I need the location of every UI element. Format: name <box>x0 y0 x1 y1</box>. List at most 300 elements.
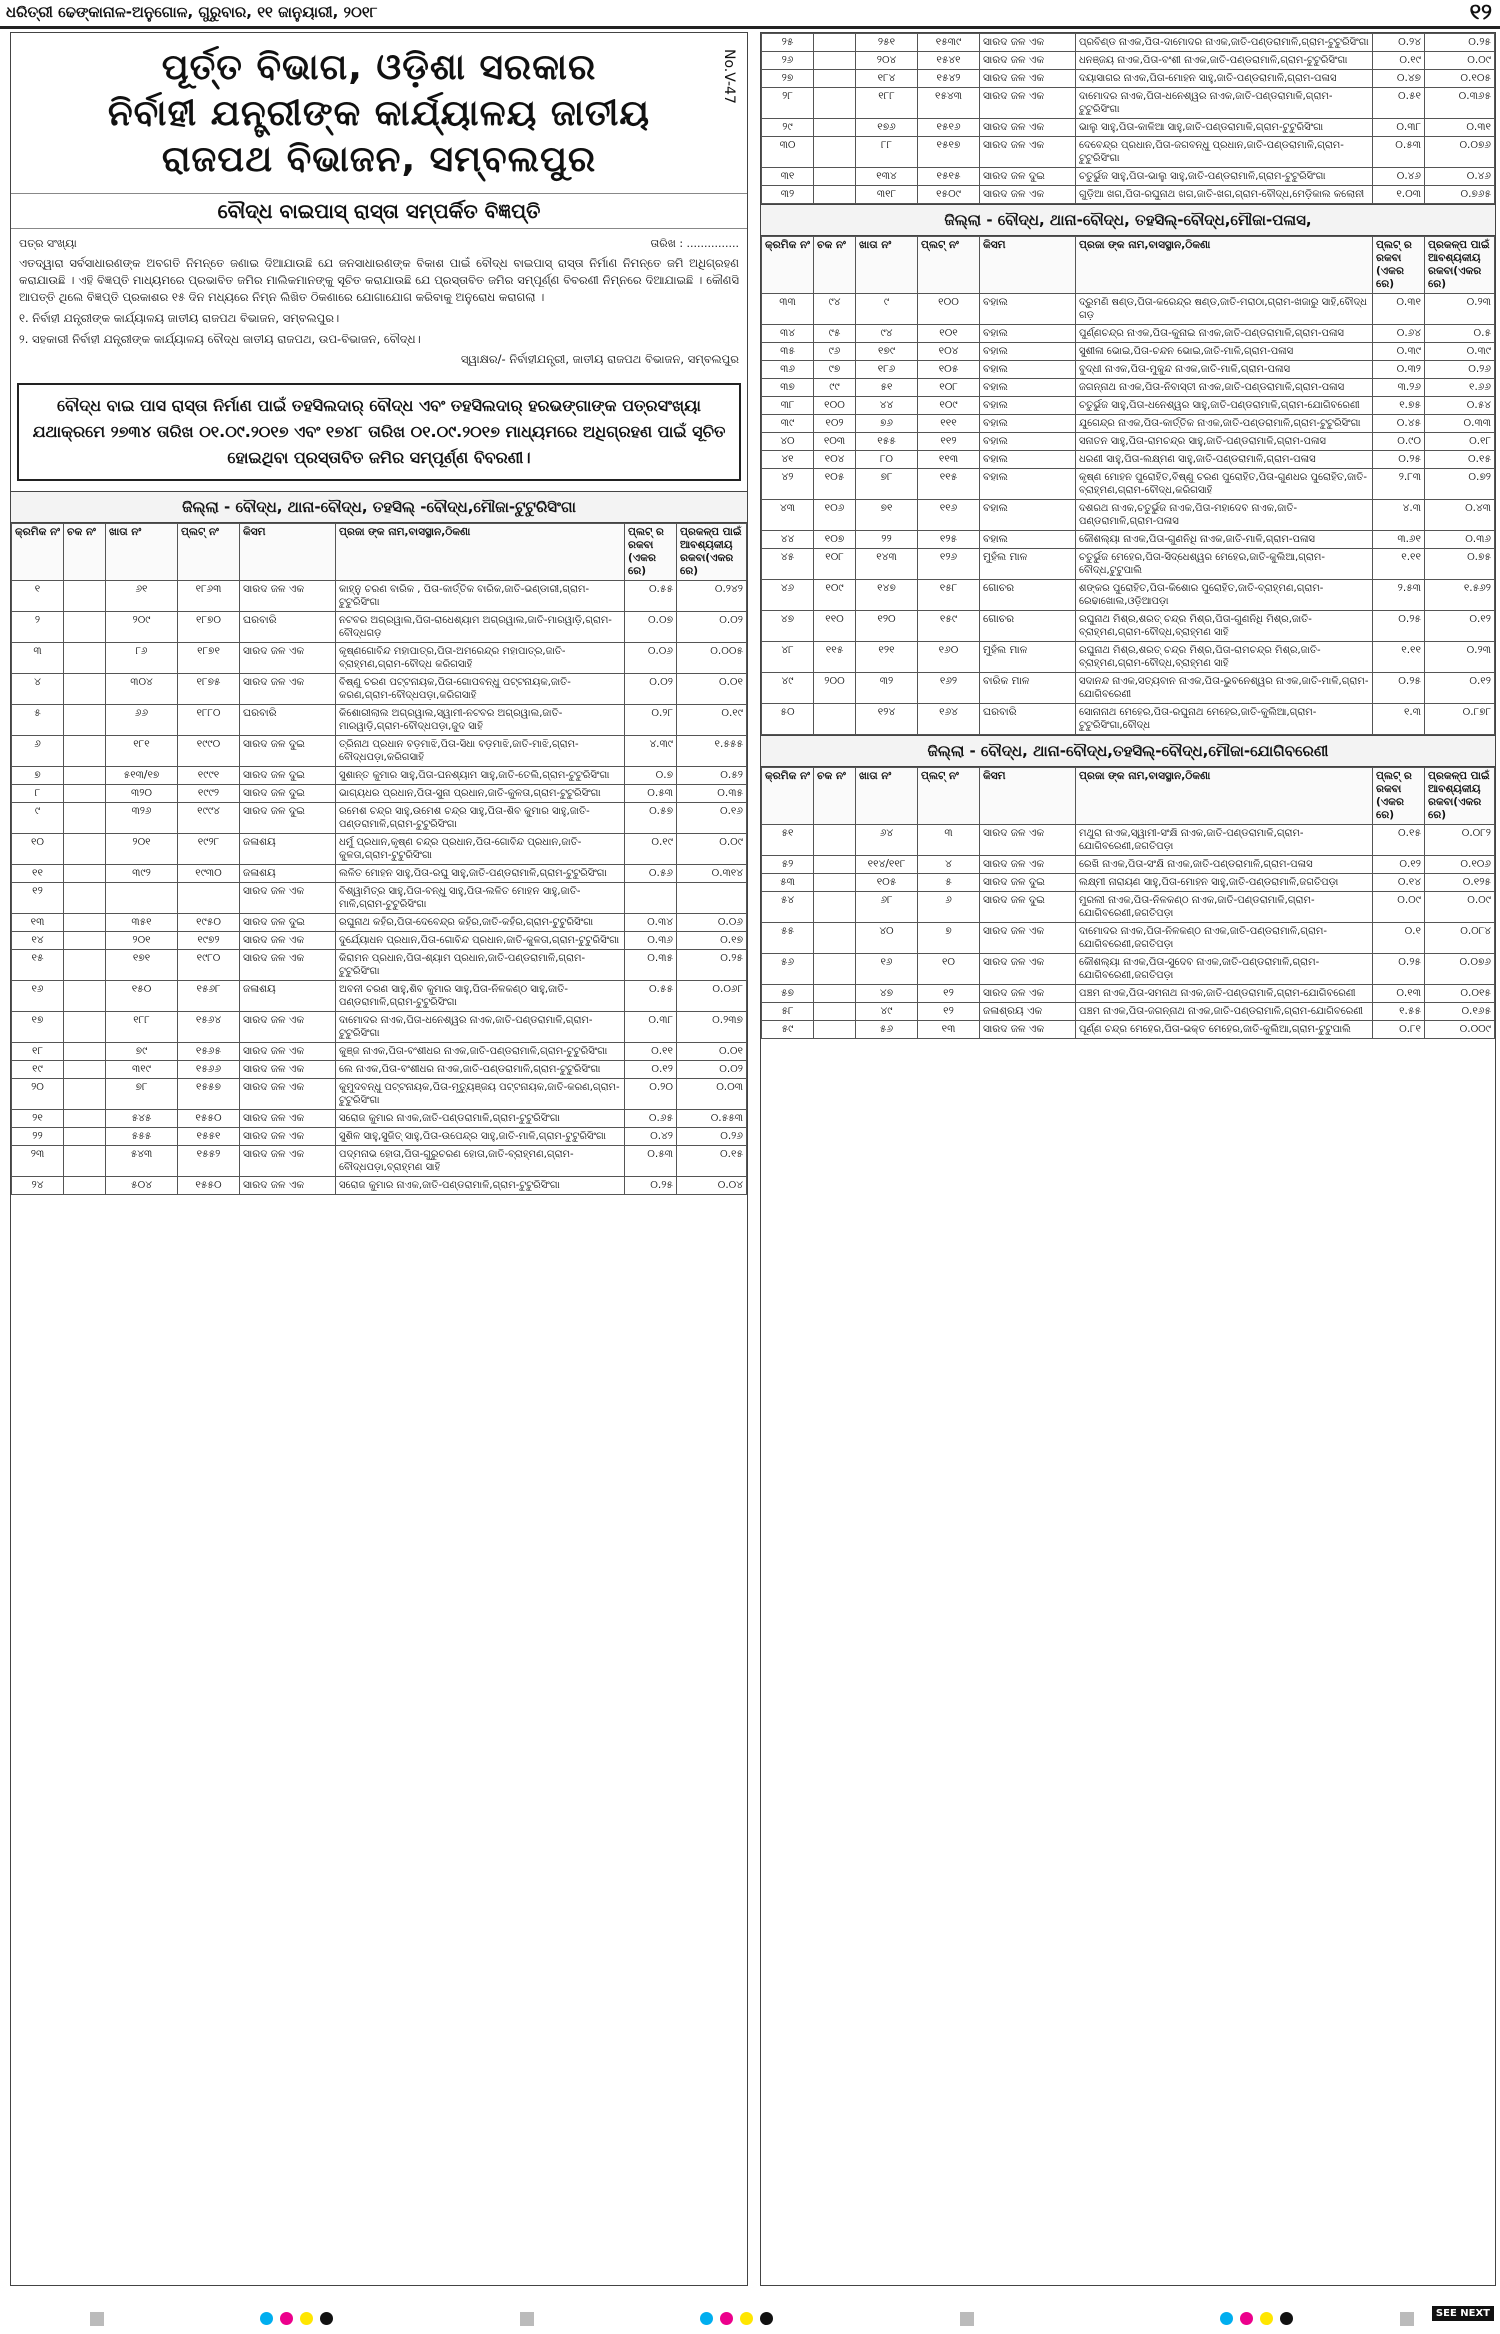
kisam-cell: ଜଳାଶୟ <box>240 865 336 883</box>
table-row <box>762 168 1495 186</box>
owner-cell: ସଦାନନ୍ଦ ନାଏକ,ସତ୍ୟବାନ ନାଏକ,ପିତା-ଭୁବନେଶ୍ୱର ନାଏକ,ଜାତି-ମାଳି,ଗ୍ରାମ-ଯୋଗିବରେଣୀ <box>1076 673 1373 704</box>
khata-cell: ୭୮ <box>856 469 918 500</box>
plot-cell: ୧୮୭୧ <box>178 643 240 674</box>
chak-cell: ୧୦୯ <box>814 580 856 611</box>
table-row <box>762 52 1495 70</box>
table-row <box>762 361 1495 379</box>
required-area-cell: ୦.୦୭୬ <box>1425 954 1495 985</box>
serial-cell: ୨୭ <box>762 70 814 88</box>
chak-cell <box>64 1043 106 1061</box>
chak-cell <box>814 1021 856 1039</box>
plot-cell: ୧୦୪ <box>918 343 980 361</box>
khata-cell: ୭୯ <box>106 1043 178 1061</box>
table-row <box>762 1003 1495 1021</box>
owner-cell: କୌଶଲ୍ୟା ନାଏକ,ପିତା-ସୁଦେବ ନାଏକ,ଜାତି-ପଣ୍ଡରାମାଳି,ଗ୍ରାମ-ଯୋଗିବରେଣୀ,ଜଗତିପଡ଼ା <box>1076 954 1373 985</box>
column-header: କ୍ରମିକ ନଂ <box>762 768 814 825</box>
chak-cell <box>814 874 856 892</box>
plot-area-cell: ୩.୨୬ <box>1373 379 1425 397</box>
kisam-cell: ମୁହଁଲ ମାଳ <box>980 549 1076 580</box>
plot-area-cell: ୨.୫୩ <box>1373 580 1425 611</box>
chak-cell: ୧୦୫ <box>814 469 856 500</box>
plot-area-cell: ୦.୧୩ <box>1373 985 1425 1003</box>
plot-cell: ୧୦୯ <box>918 397 980 415</box>
required-area-cell: ୦.୨୬ <box>1425 361 1495 379</box>
serial-cell: ୫୧ <box>762 825 814 856</box>
plot-cell: ୧୬୨ <box>918 673 980 704</box>
kisam-cell: ବହାଲ <box>980 415 1076 433</box>
owner-cell: ପଞ୍ଚମ ନାଏକ,ପିତା-ଜଗନ୍ନାଥ ନାଏକ,ଜାତି-ପଣ୍ଡରାମାଳି,ଗ୍ରାମ-ଯୋଗିବରେଣୀ <box>1076 1003 1373 1021</box>
chak-cell <box>64 883 106 914</box>
magenta-dot <box>280 2312 293 2325</box>
serial-cell: ୩୯ <box>762 415 814 433</box>
kisam-cell: ବହାଲ <box>980 294 1076 325</box>
plot-cell: ୧୫୫୦ <box>178 1177 240 1195</box>
serial-cell: ୩୬ <box>762 361 814 379</box>
serial-cell: ୪୮ <box>762 642 814 673</box>
plot-cell <box>178 883 240 914</box>
table-row <box>762 186 1495 204</box>
kisam-cell: ସାରଦ ଜଳ ଏକ <box>240 1043 336 1061</box>
plot-area-cell: ୦.୦୨ <box>625 674 677 705</box>
required-area-cell: ୦.୧୮ <box>1425 433 1495 451</box>
required-area-cell: ୦.୨୩ <box>1425 294 1495 325</box>
serial-cell: ୩୭ <box>762 379 814 397</box>
plot-area-cell: ୦.୫୭ <box>625 803 677 834</box>
owner-cell: ପଞ୍ଚମ ନାଏକ,ପିତା-ସମନାଥ ନାଏକ,ଜାତି-ପଣ୍ଡରାମାଳି,ଗ୍ରାମ-ଯୋଗିବରେଣୀ <box>1076 985 1373 1003</box>
column-header: ପ୍ଲଟ୍ ନଂ <box>918 768 980 825</box>
plot-area-cell: ୧.୩ <box>1373 704 1425 735</box>
plot-area-cell: ୦.୩୨ <box>1373 361 1425 379</box>
page-header <box>0 0 1500 29</box>
plot-area-cell: ୦.୩୪ <box>625 914 677 932</box>
required-area-cell <box>677 883 747 914</box>
khata-cell: ୧୨୧ <box>856 642 918 673</box>
table-row <box>762 379 1495 397</box>
owner-cell: ପ୍ରବିଣ୍ଡ ନାଏକ,ପିତା-ଦାମୋଦର ନାଏକ,ଜାତି-ପଣ୍ଡରାମାଳି,ଗ୍ରାମ-ଟୁଟୁରିସିଂଗା <box>1076 34 1373 52</box>
table-row <box>762 673 1495 704</box>
kisam-cell: ସାରଦ ଜଳ ଦୁଇ <box>240 736 336 767</box>
plot-cell: ୧୧୩ <box>918 451 980 469</box>
serial-cell: ୩ <box>12 643 64 674</box>
see-next-label: SEE NEXT <box>1432 2306 1494 2321</box>
plot-area-cell: ୦.୧୨ <box>625 1061 677 1079</box>
serial-cell: ୪୦ <box>762 433 814 451</box>
kisam-cell: ସାରଦ ଜଳ ଦୁଇ <box>240 803 336 834</box>
owner-cell: କିରାମନ ପ୍ରଧାନ,ପିତା-ଶ୍ୟାମ ପ୍ରଧାନ,ଜାତି-ପଣ୍ଡରାମାଳି,ଗ୍ରାମ-ଟୁଟୁରିସିଂଗା <box>336 950 625 981</box>
required-area-cell: ୦.୪୬ <box>1425 168 1495 186</box>
kisam-cell: ସାରଦ ଜଳ ଦୁଇ <box>240 785 336 803</box>
table-row <box>762 892 1495 923</box>
required-area-cell: ୦.୦୯ <box>677 834 747 865</box>
owner-cell: କୌଶଲ୍ୟା ନାଏକ,ପିତା-ଗୁଣନିଧି ନାଏକ,ଜାତି-ମାଳି,ଗ୍ରାମ-ପଳାସ <box>1076 531 1373 549</box>
owner-cell: ରମେଶ ଚନ୍ଦ୍ର ସାହୁ,ଉମେଶ ଚନ୍ଦ୍ର ସାହୁ,ପିତା-ଶିବ କୁମାର ସାହୁ,ଜାତି-ପଣ୍ଡରାମାଳି,ଗ୍ରାମ-ଟୁଟୁରିସିଂଗା <box>336 803 625 834</box>
plot-area-cell: ୦.୫୩ <box>625 785 677 803</box>
required-area-cell: ୦.୦୧୫ <box>1425 985 1495 1003</box>
chak-cell <box>814 34 856 52</box>
table-header <box>762 237 1495 294</box>
plot-cell: ୧୦୦ <box>918 294 980 325</box>
plot-area-cell: ୦.୦୭ <box>625 612 677 643</box>
table-row <box>762 549 1495 580</box>
plot-cell: ୧୫୧୫ <box>918 168 980 186</box>
owner-cell: ଦଶରଥ ନାଏକ,ଚତୁର୍ଭୁଜ ନାଏକ,ପିତା-ମହାଦେବ ନାଏକ,ଜାତି-ପଣ୍ଡରାମାଳି,ଗ୍ରାମ-ପଳାସ <box>1076 500 1373 531</box>
required-area-cell: ୦.୭୬୫ <box>1425 186 1495 204</box>
chak-cell <box>814 923 856 954</box>
chak-cell <box>64 1177 106 1195</box>
plot-cell: ୧୫୬୮ <box>178 981 240 1012</box>
serial-cell: ୪୭ <box>762 611 814 642</box>
kisam-cell: ସାରଦ ଜଳ ଏକ <box>980 88 1076 119</box>
plot-cell: ୧୯୯୨ <box>178 785 240 803</box>
plot-cell: ୧୫୬୪ <box>178 1012 240 1043</box>
column-header: ପ୍ରକଳ୍ପ ପାଇଁ ଆବଶ୍ୟକୀୟ ରକବା(ଏକର ରେ) <box>1425 237 1495 294</box>
plot-area-cell: ୦.୩୧ <box>1373 294 1425 325</box>
table-row <box>12 981 747 1012</box>
column-header: ଖାତା ନଂ <box>856 237 918 294</box>
owner-cell: ଦେବେନ୍ଦ୍ର ପ୍ରଧାନ,ପିତା-ଜଗବନ୍ଧୁ ପ୍ରଧାନ,ଜାତି-ପଣ୍ଡରାମାଳି,ଗ୍ରାମ-ଟୁଟୁରିସିଂଗା <box>1076 137 1373 168</box>
serial-cell: ୪୪ <box>762 531 814 549</box>
owner-cell: କିଶୋରୀଲାଲ ଅଗ୍ରୱାଲ,ସ୍ୱାମୀ-ନଟବର ଅଗ୍ରୱାଲ,ଜାତି-ମାରୱାଡ଼ି,ଗ୍ରାମ-ବୌଦ୍ଧପଡ଼ା,ଜୁଦ ସାହି <box>336 705 625 736</box>
chak-cell <box>64 705 106 736</box>
owner-cell: କୃଷ୍ଣଗୋବିନ୍ଦ ମହାପାତ୍ର,ପିତା-ଅମରେନ୍ଦ୍ର ମହାପାତ୍ର,ଜାତି-ବ୍ରାହ୍ମଣ,ଗ୍ରାମ-ବୌଦ୍ଧ କରିଗସାହି <box>336 643 625 674</box>
column-header: ପ୍ଲଟ୍ ନଂ <box>918 237 980 294</box>
required-area-cell: ୦.୧୫ <box>1425 451 1495 469</box>
serial-cell: ୧୮ <box>12 1043 64 1061</box>
serial-cell: ୨୮ <box>762 88 814 119</box>
chak-cell <box>64 932 106 950</box>
owner-cell: ସରୋଜ କୁମାର ନାଏକ,ଜାତି-ପଣ୍ଡରାମାଳି,ଗ୍ରାମ-ଟୁଟୁରିସିଂଗା <box>336 1110 625 1128</box>
letter-no: ପତ୍ର ସଂଖ୍ୟା <box>19 237 77 250</box>
kisam-cell: ସାରଦ ଜଳ ଏକ <box>240 581 336 612</box>
khata-cell: ୪୪ <box>856 397 918 415</box>
serial-cell: ୧୯ <box>12 1061 64 1079</box>
kisam-cell: ଘରବାରି <box>240 705 336 736</box>
required-area-cell: ୦.୧୬୫ <box>1425 1003 1495 1021</box>
division-title: ରାଜପଥ ବିଭାଜନ, ସମ୍ବଲପୁର <box>161 139 597 180</box>
table-row <box>762 294 1495 325</box>
chak-cell <box>64 803 106 834</box>
table-row <box>762 704 1495 735</box>
table-row <box>762 954 1495 985</box>
plot-cell: ୩ <box>918 825 980 856</box>
kisam-cell: ସାରଦ ଜଳ ଏକ <box>240 1128 336 1146</box>
plot-area-cell: ୦.୩୮ <box>1373 119 1425 137</box>
chak-cell <box>64 1079 106 1110</box>
table-row <box>12 1128 747 1146</box>
chak-cell: ୧୧୦ <box>814 611 856 642</box>
kisam-cell: ସାରଦ ଜଳ ଏକ <box>240 950 336 981</box>
serial-cell: ୨୫ <box>762 34 814 52</box>
table-row <box>762 611 1495 642</box>
chak-cell <box>814 856 856 874</box>
khata-cell: ୮୮ <box>856 137 918 168</box>
plot-cell: ୧୯୮୦ <box>178 950 240 981</box>
page-number: ୧୨ <box>1469 0 1492 25</box>
column-header: ଚକ ନଂ <box>814 237 856 294</box>
owner-cell: ଦୁର୍ଯ୍ୟୋଧନ ପ୍ରଧାନ,ପିତା-ଗୋବିନ୍ଦ ପ୍ରଧାନ,ଜାତି-କୁଳତା,ଗ୍ରାମ-ଟୁଟୁରିସିଂଗା <box>336 932 625 950</box>
required-area-cell: ୦.୦୩ <box>677 1079 747 1110</box>
owner-cell: କୃଷ୍ଣ ମୋହନ ପୁରୋହିତ,ବିଷ୍ଣୁ ଚରଣ ପୁରୋହିତ,ପିତା-ଗୁଣଧର ପୁରୋହିତ,ଜାତି-ବ୍ରାହ୍ମଣ,ଗ୍ରାମ-ବୌଦ୍ଧ,କରିଗସାହି <box>1076 469 1373 500</box>
khata-cell: ୨୨ <box>856 531 918 549</box>
chak-cell <box>64 981 106 1012</box>
notice-subtitle: ବୌଦ୍ଧ ବାଇପାସ୍ ରାସ୍ତା ସମ୍ପର୍କିତ ବିଜ୍ଞପ୍ତି <box>11 193 747 229</box>
table-row <box>762 451 1495 469</box>
table-row <box>12 705 747 736</box>
owner-cell: ଲେ ନାଏକ,ପିତା-ବଂଶୀଧର ନାଏକ,ଜାତି-ପଣ୍ଡରାମାଳି,ଗ୍ରାମ-ଟୁଟୁରିସିଂଗା <box>336 1061 625 1079</box>
table-row <box>762 397 1495 415</box>
kisam-cell: ବାରିକ ମାଳ <box>980 673 1076 704</box>
plot-cell: ୧୨୬ <box>918 549 980 580</box>
column-header: ପ୍ଲଟ୍ ର ରକବା (ଏକର ରେ) <box>1373 768 1425 825</box>
khata-cell: ୬୮ <box>856 892 918 923</box>
owner-cell: ତ୍ରିନାଥ ପ୍ରଧାନ ବଡ଼ମାଝି,ପିତା-ସିଧା ବଡ଼ମାଝି,ଜାତି-ମାଝି,ଗ୍ରାମ-ବୌଦ୍ଧପଡ଼ା,କରିଗସାହି <box>336 736 625 767</box>
plot-area-cell: ୦.୩୯ <box>1373 343 1425 361</box>
kisam-cell: ବହାଲ <box>980 531 1076 549</box>
table-row <box>12 1043 747 1061</box>
kisam-cell: ବହାଲ <box>980 500 1076 531</box>
table-row <box>762 856 1495 874</box>
owner-cell: ଦାମୋଦର ନାଏକ,ପିତା-ଧନେଶ୍ୱର ନାଏକ,ଜାତି-ପଣ୍ଡରାମାଳି,ଗ୍ରାମ-ଟୁଟୁରିସିଂଗା <box>336 1012 625 1043</box>
required-area-cell: ୦.୭୫ <box>1425 549 1495 580</box>
plot-cell: ୧୨ <box>918 985 980 1003</box>
khata-cell: ୧୮୬ <box>856 361 918 379</box>
khata-cell: ୧୮୧ <box>106 736 178 767</box>
khata-cell: ୧୭୧ <box>106 950 178 981</box>
owner-cell: ରଘୁନାଥ କହଁର,ପିତା-ଦେବେନ୍ଦ୍ର କହଁର,ଜାତି-କହଁର,ଗ୍ରାମ-ଟୁଟୁରିସିଂଗା <box>336 914 625 932</box>
required-area-cell: ୧.୫୬୨ <box>1425 580 1495 611</box>
required-area-cell: ୦.୨୪୨ <box>677 581 747 612</box>
owner-cell: ପଦ୍ମନାଭ ହୋତା,ପିତା-ଗୁରୁଚରଣ ହୋତା,ଜାତି-ବ୍ରାହ୍ମଣ,ଗ୍ରାମ-ବୌଦ୍ଧପଡ଼ା,ବ୍ରାହ୍ମଣ ସାହି <box>336 1146 625 1177</box>
required-area-cell: ୦.୩୧୪ <box>677 865 747 883</box>
plot-cell: ୧୯୩୦ <box>178 865 240 883</box>
letter-meta <box>11 235 747 253</box>
table-row <box>12 785 747 803</box>
serial-cell: ୨୬ <box>762 52 814 70</box>
table-row <box>762 531 1495 549</box>
serial-cell: ୭ <box>12 767 64 785</box>
plot-area-cell: ୦.୫୩ <box>625 1146 677 1177</box>
serial-cell: ୫୭ <box>762 985 814 1003</box>
khata-cell: ୩୦୪ <box>106 674 178 705</box>
yellow-dot <box>1260 2312 1273 2325</box>
serial-cell: ୨୩ <box>12 1146 64 1177</box>
kisam-cell: ସାରଦ ଜଳ ଦୁଇ <box>240 914 336 932</box>
table-row <box>762 580 1495 611</box>
chak-cell <box>814 1003 856 1021</box>
plot-area-cell: ୦.୧ <box>1373 923 1425 954</box>
table-row <box>762 433 1495 451</box>
serial-cell: ୫୯ <box>762 1021 814 1039</box>
table-row <box>12 950 747 981</box>
registration-square <box>90 2312 104 2326</box>
chak-cell <box>814 892 856 923</box>
plot-cell: ୧୧୨ <box>918 433 980 451</box>
serial-cell: ୧୨ <box>12 883 64 914</box>
table-row <box>762 119 1495 137</box>
serial-cell: ୫୮ <box>762 1003 814 1021</box>
serial-cell: ୪୫ <box>762 549 814 580</box>
plot-cell: ୧୯୭୨ <box>178 932 240 950</box>
office-title: ନିର୍ବାହୀ ଯନ୍ତ୍ରୀଙ୍କ କାର୍ଯ୍ୟାଳୟ ଜାତୀୟ <box>107 93 651 134</box>
column-header: ପ୍ରଜା ଙ୍କ ନାମ,ବାସସ୍ଥାନ,ଠିକଣା <box>1076 768 1373 825</box>
plot-area-cell: ୦.୫୬ <box>625 865 677 883</box>
serial-cell: ୧୬ <box>12 981 64 1012</box>
serial-cell: ୧୪ <box>12 932 64 950</box>
owner-cell: କୁଞ୍ଜ ନାଏକ,ପିତା-ବଂଶୀଧର ନାଏକ,ଜାତି-ପଣ୍ଡରାମାଳି,ଗ୍ରାମ-ଟୁଟୁରିସିଂଗା <box>336 1043 625 1061</box>
khata-cell: ୧୫୫ <box>856 433 918 451</box>
left-column <box>10 32 748 2286</box>
required-area-cell: ୦.୫୨ <box>677 767 747 785</box>
khata-cell: ୫୪୫ <box>106 1110 178 1128</box>
plot-cell: ୧୫୫୦ <box>178 1110 240 1128</box>
chak-cell <box>64 950 106 981</box>
chak-cell <box>64 612 106 643</box>
khata-cell: ୨୫୧ <box>856 34 918 52</box>
required-area-cell: ୦.୧୬ <box>677 803 747 834</box>
khata-cell: ୧୪୩ <box>856 549 918 580</box>
serial-cell: ୫ <box>12 705 64 736</box>
chak-cell: ୧୦୪ <box>814 451 856 469</box>
khata-cell: ୪୦ <box>856 923 918 954</box>
khata-cell: ୨୦୯ <box>106 612 178 643</box>
plot-area-cell: ୧.୧୧ <box>1373 642 1425 673</box>
kisam-cell: ଜଳାଶ୍ରୟ ଏକ <box>980 1003 1076 1021</box>
table-row <box>762 642 1495 673</box>
plot-cell: ୧୫୧୬ <box>918 119 980 137</box>
table-row <box>12 865 747 883</box>
khata-cell: ୩୧୯ <box>106 1061 178 1079</box>
chak-cell <box>814 88 856 119</box>
required-area-cell: ୦.୩୫ <box>677 785 747 803</box>
table-row <box>12 883 747 914</box>
chak-cell: ୧୦୮ <box>814 549 856 580</box>
khata-cell: ୧୮୪ <box>856 70 918 88</box>
serial-cell: ୧୧ <box>12 865 64 883</box>
required-area-cell: ୦.୭୨ <box>1425 469 1495 500</box>
khata-cell: ୮୬ <box>106 643 178 674</box>
owner-cell: ସୁଶୀଳା ଭୋଇ,ପିତା-ଚନ୍ଦନ ଭୋଇ,ଜାତି-ମାଳି,ଗ୍ରାମ-ପଳାସ <box>1076 343 1373 361</box>
table-row <box>12 674 747 705</box>
serial-cell: ୪ <box>12 674 64 705</box>
right-column <box>760 32 1496 2286</box>
khata-cell: ୧୭୯ <box>856 343 918 361</box>
serial-cell: ୮ <box>12 785 64 803</box>
owner-cell: ଶଙ୍କର ପୁରୋହିତ,ପିତା-କିଶୋର ପୁରୋହିତ,ଜାତି-ବ୍ରାହ୍ମଣ,ଗ୍ରାମ-ରେଢାଖୋଲ,ଓଡ଼ିଆପଡ଼ା <box>1076 580 1373 611</box>
column-header: ପ୍ଲଟ୍ ନଂ <box>178 524 240 581</box>
required-area-cell: ୦.୦୭୬ <box>1425 137 1495 168</box>
khata-cell: ୫୪୩ <box>106 1146 178 1177</box>
owner-cell: ପୂର୍ଣ୍ଣ ଚନ୍ଦ୍ର ମେହେର,ପିତା-ଭକ୍ତ ମେହେର,ଜାତି-କୁଲିଆ,ଗ୍ରାମ-ଟୁଟୁପାଲି <box>1076 1021 1373 1039</box>
owner-cell: ଧର୍ମୁ ପ୍ରଧାନ,କୃଷ୍ଣ ଚନ୍ଦ୍ର ପ୍ରଧାନ,ପିତା-ଗୋବିନ୍ଦ ପ୍ରଧାନ,ଜାତି-କୁଳତା,ଗ୍ରାମ-ଟୁଟୁରିସିଂଗା <box>336 834 625 865</box>
black-dot <box>760 2312 773 2325</box>
required-area-cell: ୦.୧୦୬ <box>1425 856 1495 874</box>
plot-cell: ୧୫୦୯ <box>918 186 980 204</box>
chak-cell <box>814 186 856 204</box>
table-row <box>762 415 1495 433</box>
plot-area-cell: ୦.୨୫ <box>1373 611 1425 642</box>
chak-cell <box>814 704 856 735</box>
kisam-cell: ବହାଲ <box>980 451 1076 469</box>
owner-cell: ଧରଣୀ ସାହୁ,ପିତା-ଲକ୍ଷ୍ମଣ ସାହୁ,ଜାତି-ପଣ୍ଡରାମାଳି,ଗ୍ରାମ-ପଳାସ <box>1076 451 1373 469</box>
table-row <box>762 343 1495 361</box>
kisam-cell: ସାରଦ ଜଳ ଦୁଇ <box>240 767 336 785</box>
cyan-dot <box>260 2312 273 2325</box>
plot-cell: ୧୮୭୦ <box>178 612 240 643</box>
plot-area-cell: ୦.୧୪ <box>1373 874 1425 892</box>
plot-cell: ୧୮୬୩ <box>178 581 240 612</box>
plot-area-cell: ୦.୨୮ <box>625 705 677 736</box>
serial-cell: ୧୫ <box>12 950 64 981</box>
serial-cell: ୫୪ <box>762 892 814 923</box>
column-header: ପ୍ରଜା ଙ୍କ ନାମ,ବାସସ୍ଥାନ,ଠିକଣା <box>1076 237 1373 294</box>
table-row <box>12 736 747 767</box>
column-header: କିସମ <box>980 768 1076 825</box>
kisam-cell: ସାରଦ ଜଳ ଏକ <box>980 1021 1076 1039</box>
owner-cell: ବିଶ୍ୱାମିତ୍ର ସାହୁ,ପିତା-ବନ୍ଧୁ ସାହୁ,ପିତା-ଲଳିତ ମୋହନ ସାହୁ,ଜାତି-ମାଳି,ଗ୍ରାମ-ଟୁଟୁରିସିଂଗା <box>336 883 625 914</box>
plot-cell: ୫ <box>918 874 980 892</box>
khata-cell: ୫୦୪ <box>106 1177 178 1195</box>
plot-cell: ୧୯୯୪ <box>178 803 240 834</box>
chak-cell <box>64 1128 106 1146</box>
required-area-cell: ୦.୦୦୫ <box>677 643 747 674</box>
khata-cell: ୨୦୧ <box>106 932 178 950</box>
khata-cell: ୭୮ <box>106 1079 178 1110</box>
plot-area-cell: ୦.୯୦ <box>1373 433 1425 451</box>
kisam-cell: ସାରଦ ଜଳ ଦୁଇ <box>980 874 1076 892</box>
owner-cell: ରେଖି ନାଏକ,ପିତା-ସଂକ୍ଷି ନାଏକ,ଜାତି-ପଣ୍ଡରାମାଳି,ଗ୍ରାମ-ପଳାସ <box>1076 856 1373 874</box>
plot-cell: ୧୫୯ <box>918 611 980 642</box>
plot-area-cell: ୦.୩୬ <box>625 932 677 950</box>
kisam-cell: ସାରଦ ଜଳ ଏକ <box>980 70 1076 88</box>
land-table-continued <box>761 33 1495 204</box>
kisam-cell: ବହାଲ <box>980 343 1076 361</box>
owner-cell: ଚତୁର୍ଭୁଜ ସାହୁ,ପିତା-ଭାଲୁ ସାହୁ,ଜାତି-ପଣ୍ଡରାମାଳି,ଗ୍ରାମ-ଟୁଟୁରିସିଂଗା <box>1076 168 1373 186</box>
plot-area-cell: ୦.୬୪ <box>1373 325 1425 343</box>
required-area-cell: ୦.୫୫୩ <box>677 1110 747 1128</box>
chak-cell: ୧୦୭ <box>814 531 856 549</box>
serial-cell: ୨ <box>12 612 64 643</box>
required-area-cell: ୦.୨୩ <box>1425 642 1495 673</box>
required-area-cell: ୦.୩୩ <box>1425 415 1495 433</box>
dept-title: ପୂର୍ତ୍ତ ବିଭାଗ, ଓଡ଼ିଶା ସରକାର <box>161 47 597 88</box>
chak-cell <box>814 119 856 137</box>
chak-cell: ୧୦୨ <box>814 415 856 433</box>
serial-cell: ୨୧ <box>12 1110 64 1128</box>
table-header <box>12 524 747 581</box>
khata-cell <box>106 883 178 914</box>
khata-cell: ୫୫୫ <box>106 1128 178 1146</box>
owner-cell: ଜଗନ୍ନାଥ ନାଏକ,ପିତା-ନିବାସ୍ତୀ ନାଏକ,ଜାତି-ପଣ୍ଡରାମାଳି,ଗ୍ରାମ-ପଳାସ <box>1076 379 1373 397</box>
required-area-cell: ୦.୦୧ <box>677 674 747 705</box>
yellow-dot <box>300 2312 313 2325</box>
required-area-cell: ୦.୦୨ <box>677 1061 747 1079</box>
table-row <box>12 581 747 612</box>
table-row <box>12 803 747 834</box>
owner-cell: ଯୁଗେନ୍ଦ୍ର ନାଏକ,ପିତା-କାର୍ତ୍ତିକ ନାଏକ,ଜାତି-ପଣ୍ଡରାମାଳି,ଗ୍ରାମ-ଟୁଟୁରିସିଂଗା <box>1076 415 1373 433</box>
table-row <box>12 932 747 950</box>
plot-area-cell: ୦.୨୫ <box>1373 673 1425 704</box>
owner-cell: ରଘୁନାଥ ମିଶ୍ର,ଶରତ୍ ଚନ୍ଦ୍ର ମିଶ୍ର,ପିତା-ରାମଚନ୍ଦ୍ର ମିଶ୍ର,ଜାତି-ବ୍ରାହ୍ମଣ,ଗ୍ରାମ-ବୌଦ୍ଧ,ବ୍ରାହ୍ମଣ ସାହି <box>1076 642 1373 673</box>
plot-area-cell: ୦.୪୬ <box>1373 168 1425 186</box>
plot-area-cell: ୦.୩୮ <box>625 1012 677 1043</box>
section-title-tuturisinga: ଜିଲ୍ଲା - ବୌଦ୍ଧ, ଥାନା-ବୌଦ୍ଧ, ତହସିଲ୍ -ବୌଦ୍ଧ,ମୌଜା-ଟୁଟୁରିସିଂଗା <box>11 491 747 523</box>
plot-cell: ୭ <box>918 923 980 954</box>
khata-cell: ୧୨୦ <box>856 611 918 642</box>
kisam-cell: ଘରବାରି <box>980 704 1076 735</box>
khata-cell: ୧୫୦ <box>106 981 178 1012</box>
khata-cell: ୭୬ <box>856 415 918 433</box>
plot-area-cell: ୦.୬୫ <box>625 1110 677 1128</box>
